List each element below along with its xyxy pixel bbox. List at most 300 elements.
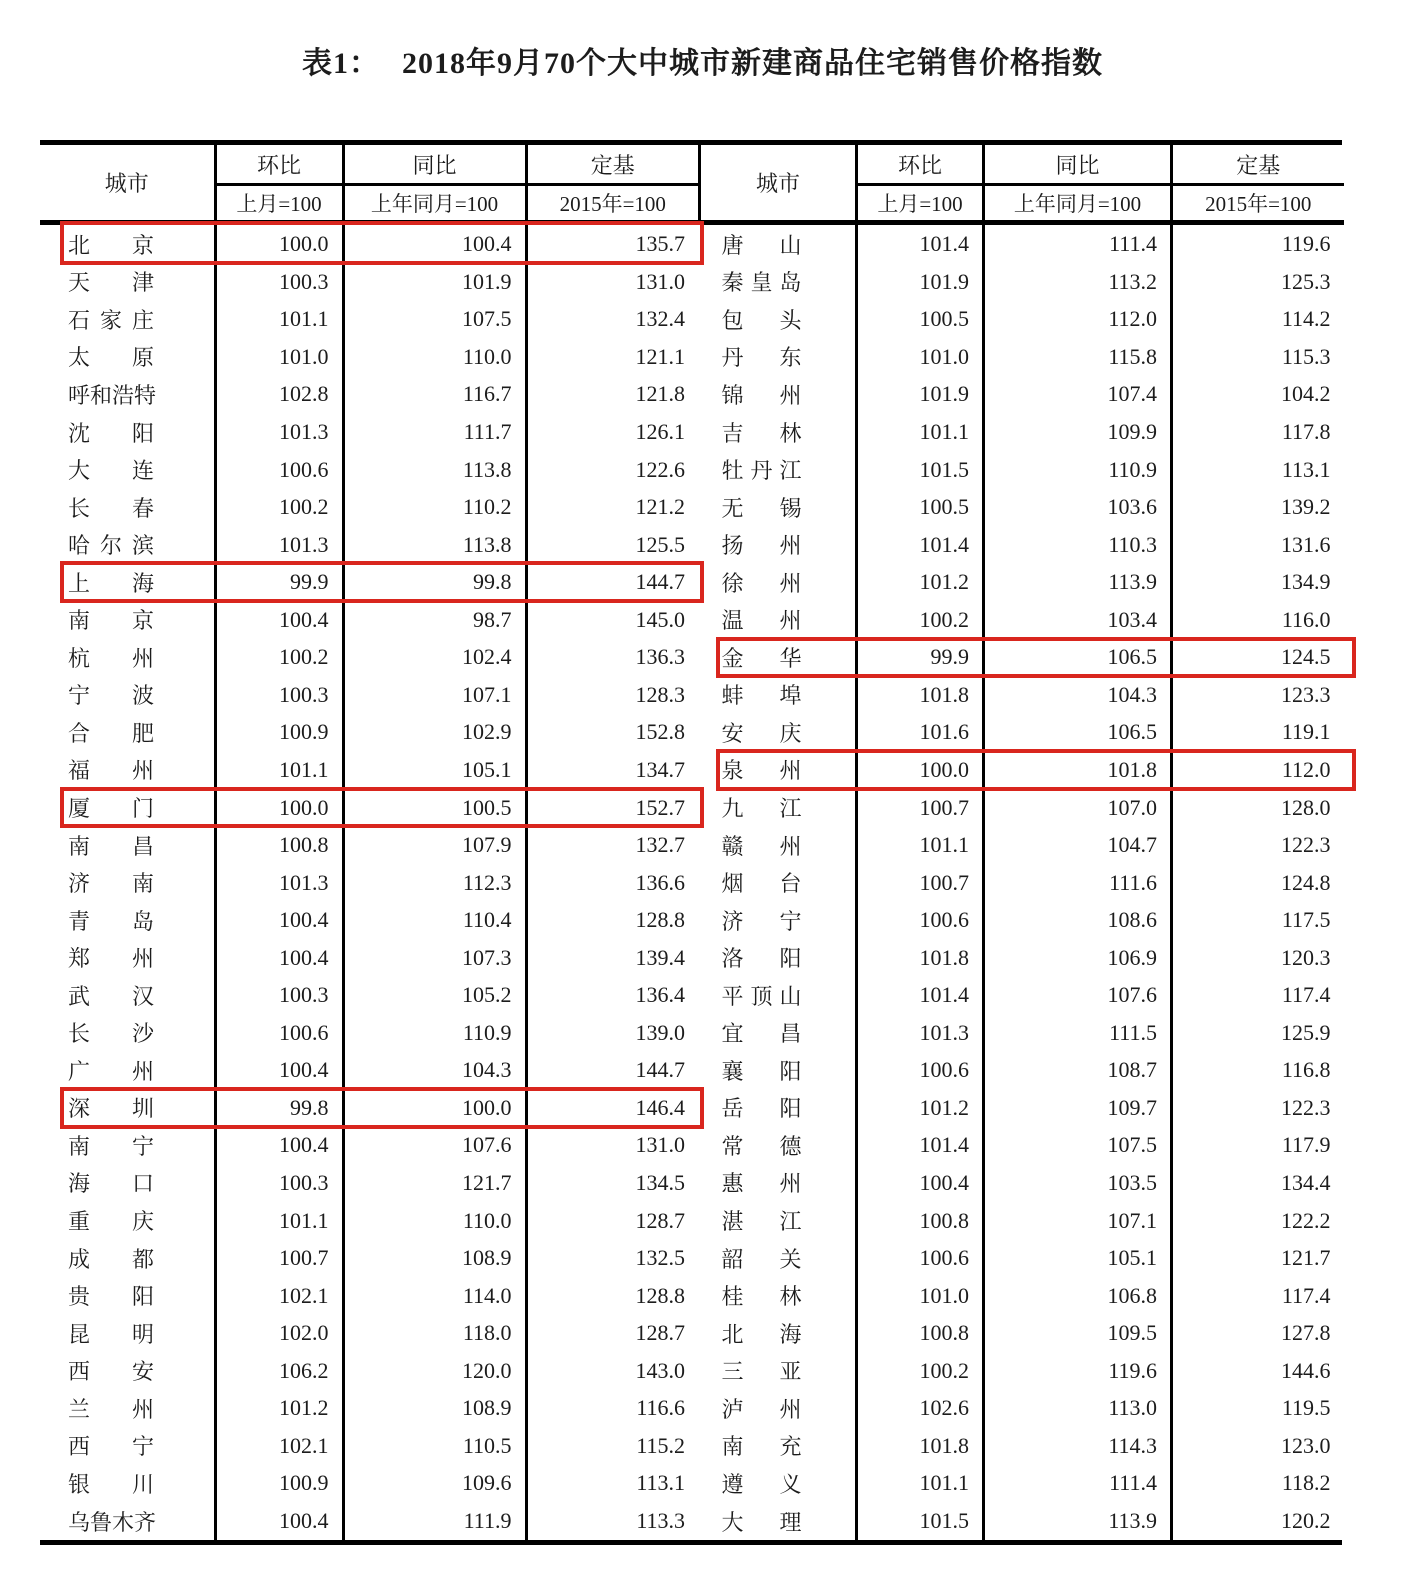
- city-name-cell: [700, 601, 857, 639]
- city-row: [40, 751, 698, 789]
- city-row: [700, 751, 1344, 789]
- city-name-cell: [700, 826, 857, 864]
- mom-value-cell: 100.4: [215, 939, 343, 977]
- city-name: 牡丹江: [721, 458, 802, 484]
- city-row: [40, 976, 698, 1014]
- yoy-value-cell: 109.6: [343, 1465, 526, 1503]
- yoy-value-cell: 120.0: [343, 1352, 526, 1390]
- city-name: 丹东: [721, 345, 802, 371]
- mom-value-cell: 100.9: [215, 1465, 343, 1503]
- city-name: 北海: [721, 1321, 802, 1347]
- price-index-table: [40, 140, 1342, 1545]
- mom-value-cell: 100.3: [215, 1164, 343, 1202]
- col-header-mom: 环比: [857, 145, 984, 185]
- base-value-cell: 128.8: [526, 901, 698, 939]
- yoy-value-cell: 113.9: [984, 563, 1172, 601]
- mom-value-cell: 100.2: [857, 601, 984, 639]
- mom-value-cell: 100.8: [857, 1202, 984, 1240]
- city-name-cell: [700, 338, 857, 376]
- city-row: [700, 1389, 1344, 1427]
- city-row: [700, 1202, 1344, 1240]
- yoy-value-cell: 113.0: [984, 1389, 1172, 1427]
- yoy-value-cell: 110.4: [343, 901, 526, 939]
- base-value-cell: 134.4: [1172, 1164, 1344, 1202]
- city-row: [700, 263, 1344, 301]
- city-name-cell: [700, 376, 857, 414]
- city-name-cell: [700, 676, 857, 714]
- city-name: 遵义: [721, 1471, 802, 1497]
- mom-value-cell: 100.3: [215, 263, 343, 301]
- city-name-cell: [40, 1352, 215, 1390]
- city-name: 重庆: [68, 1209, 154, 1235]
- mom-value-cell: 100.4: [215, 1052, 343, 1090]
- base-value-cell: 139.4: [526, 939, 698, 977]
- col-header-base: 定基: [1172, 145, 1344, 185]
- city-name-cell: [700, 563, 857, 601]
- page-title: [0, 38, 1405, 82]
- city-name: 济宁: [721, 908, 802, 934]
- base-value-cell: 128.0: [1172, 789, 1344, 827]
- yoy-value-cell: 101.8: [984, 751, 1172, 789]
- city-name: 惠州: [721, 1171, 802, 1197]
- city-row: [700, 1089, 1344, 1127]
- mom-value-cell: 106.2: [215, 1352, 343, 1390]
- city-name: 银川: [68, 1471, 154, 1497]
- city-name: 大连: [68, 458, 154, 484]
- city-name: 武汉: [68, 983, 154, 1009]
- city-name: 大理: [721, 1509, 802, 1535]
- base-value-cell: 132.4: [526, 301, 698, 339]
- title-prefix: 表1：: [302, 47, 380, 80]
- base-value-cell: 144.6: [1172, 1352, 1344, 1390]
- mom-value-cell: 100.0: [215, 789, 343, 827]
- yoy-value-cell: 102.4: [343, 639, 526, 677]
- yoy-value-cell: 112.0: [984, 301, 1172, 339]
- city-name-cell: [40, 526, 215, 564]
- mom-value-cell: 100.5: [857, 301, 984, 339]
- city-row: [700, 1014, 1344, 1052]
- yoy-value-cell: 107.1: [343, 676, 526, 714]
- city-name: 上海: [68, 570, 154, 596]
- mom-value-cell: 100.7: [857, 864, 984, 902]
- base-value-cell: 114.2: [1172, 301, 1344, 339]
- price-index-table-right: [698, 145, 1344, 1540]
- mom-value-cell: 100.0: [215, 223, 343, 264]
- city-row: [700, 1502, 1344, 1540]
- city-name: 宁波: [68, 683, 154, 709]
- city-row: [40, 1427, 698, 1465]
- mom-value-cell: 100.4: [215, 1502, 343, 1540]
- table-header-left: [40, 145, 698, 223]
- yoy-value-cell: 104.3: [984, 676, 1172, 714]
- yoy-value-cell: 100.4: [343, 223, 526, 264]
- table-header-right: [700, 145, 1344, 223]
- city-name: 成都: [68, 1246, 154, 1272]
- yoy-value-cell: 111.7: [343, 413, 526, 451]
- city-row: [40, 263, 698, 301]
- city-name: 呼和浩特: [68, 382, 157, 408]
- yoy-value-cell: 98.7: [343, 601, 526, 639]
- yoy-value-cell: 111.4: [984, 1465, 1172, 1503]
- city-name-cell: [700, 223, 857, 264]
- city-row: [40, 789, 698, 827]
- city-row: [40, 451, 698, 489]
- city-name-cell: [40, 1164, 215, 1202]
- base-value-cell: 117.9: [1172, 1127, 1344, 1165]
- city-name-cell: [40, 451, 215, 489]
- city-name-cell: [700, 1389, 857, 1427]
- city-row: [40, 676, 698, 714]
- yoy-value-cell: 106.9: [984, 939, 1172, 977]
- city-name: 昆明: [68, 1321, 154, 1347]
- base-value-cell: 143.0: [526, 1352, 698, 1390]
- city-name-cell: [700, 1127, 857, 1165]
- city-name: 泸州: [721, 1396, 802, 1422]
- city-name: 湛江: [721, 1209, 802, 1235]
- mom-value-cell: 100.7: [215, 1239, 343, 1277]
- city-row: [40, 1239, 698, 1277]
- yoy-value-cell: 111.9: [343, 1502, 526, 1540]
- city-name: 宜昌: [721, 1021, 802, 1047]
- base-value-cell: 116.0: [1172, 601, 1344, 639]
- mom-value-cell: 99.9: [857, 639, 984, 677]
- base-value-cell: 121.8: [526, 376, 698, 414]
- city-name: 天津: [68, 270, 154, 296]
- city-name-cell: [700, 714, 857, 752]
- city-row: [40, 939, 698, 977]
- base-value-cell: 132.7: [526, 826, 698, 864]
- city-name-cell: [700, 1052, 857, 1090]
- city-name: 常德: [721, 1133, 802, 1159]
- base-value-cell: 136.4: [526, 976, 698, 1014]
- yoy-value-cell: 103.6: [984, 488, 1172, 526]
- city-name-cell: [700, 1202, 857, 1240]
- base-value-cell: 144.7: [526, 563, 698, 601]
- city-name-cell: [700, 1164, 857, 1202]
- mom-value-cell: 101.2: [857, 1089, 984, 1127]
- city-row: [40, 639, 698, 677]
- city-name: 无锡: [721, 495, 802, 521]
- yoy-value-cell: 105.1: [984, 1239, 1172, 1277]
- base-value-cell: 115.2: [526, 1427, 698, 1465]
- yoy-value-cell: 109.7: [984, 1089, 1172, 1127]
- city-name: 西安: [68, 1359, 154, 1385]
- city-name: 石家庄: [68, 307, 154, 333]
- city-row: [40, 1127, 698, 1165]
- city-row: [40, 1052, 698, 1090]
- city-row: [40, 1277, 698, 1315]
- yoy-value-cell: 107.1: [984, 1202, 1172, 1240]
- city-row: [700, 1314, 1344, 1352]
- yoy-value-cell: 107.6: [343, 1127, 526, 1165]
- city-name: 扬州: [721, 533, 802, 559]
- city-name-cell: [40, 1052, 215, 1090]
- city-name-cell: [700, 864, 857, 902]
- city-name-cell: [40, 826, 215, 864]
- mom-value-cell: 101.0: [215, 338, 343, 376]
- city-name-cell: [40, 376, 215, 414]
- base-value-cell: 117.8: [1172, 413, 1344, 451]
- city-name: 太原: [68, 345, 154, 371]
- mom-value-cell: 101.0: [857, 338, 984, 376]
- base-value-cell: 125.9: [1172, 1014, 1344, 1052]
- mom-value-cell: 101.9: [857, 263, 984, 301]
- base-value-cell: 118.2: [1172, 1465, 1344, 1503]
- yoy-value-cell: 101.9: [343, 263, 526, 301]
- base-value-cell: 139.2: [1172, 488, 1344, 526]
- city-name: 西宁: [68, 1434, 154, 1460]
- city-row: [40, 1314, 698, 1352]
- base-value-cell: 126.1: [526, 413, 698, 451]
- city-name: 洛阳: [721, 946, 802, 972]
- base-value-cell: 113.1: [1172, 451, 1344, 489]
- city-name: 徐州: [721, 570, 802, 596]
- mom-value-cell: 100.6: [857, 1052, 984, 1090]
- base-value-cell: 128.3: [526, 676, 698, 714]
- base-value-cell: 123.3: [1172, 676, 1344, 714]
- city-row: [700, 1352, 1344, 1390]
- city-name-cell: [40, 714, 215, 752]
- city-name: 南宁: [68, 1133, 154, 1159]
- city-name: 南京: [68, 608, 154, 634]
- base-value-cell: 152.7: [526, 789, 698, 827]
- base-value-cell: 119.1: [1172, 714, 1344, 752]
- col-subheader-yoy: 上年同月=100: [984, 185, 1172, 223]
- city-name-cell: [700, 451, 857, 489]
- city-row: [700, 488, 1344, 526]
- mom-value-cell: 101.4: [857, 976, 984, 1014]
- yoy-value-cell: 121.7: [343, 1164, 526, 1202]
- mom-value-cell: 102.6: [857, 1389, 984, 1427]
- yoy-value-cell: 112.3: [343, 864, 526, 902]
- city-row: [40, 1202, 698, 1240]
- base-value-cell: 121.2: [526, 488, 698, 526]
- city-name: 沈阳: [68, 420, 154, 446]
- city-row: [700, 1164, 1344, 1202]
- city-row: [40, 338, 698, 376]
- base-value-cell: 116.6: [526, 1389, 698, 1427]
- base-value-cell: 125.3: [1172, 263, 1344, 301]
- base-value-cell: 145.0: [526, 601, 698, 639]
- city-row: [40, 1089, 698, 1127]
- base-value-cell: 117.5: [1172, 901, 1344, 939]
- city-row: [700, 676, 1344, 714]
- city-name-cell: [40, 301, 215, 339]
- city-name: 桂林: [721, 1284, 802, 1310]
- yoy-value-cell: 106.5: [984, 714, 1172, 752]
- yoy-value-cell: 111.4: [984, 223, 1172, 264]
- mom-value-cell: 100.3: [215, 976, 343, 1014]
- city-name: 合肥: [68, 720, 154, 746]
- yoy-value-cell: 108.9: [343, 1239, 526, 1277]
- base-value-cell: 115.3: [1172, 338, 1344, 376]
- yoy-value-cell: 119.6: [984, 1352, 1172, 1390]
- mom-value-cell: 101.5: [857, 451, 984, 489]
- mom-value-cell: 101.6: [857, 714, 984, 752]
- mom-value-cell: 102.1: [215, 1427, 343, 1465]
- mom-value-cell: 100.6: [857, 1239, 984, 1277]
- mom-value-cell: 101.3: [215, 526, 343, 564]
- base-value-cell: 134.9: [1172, 563, 1344, 601]
- mom-value-cell: 101.2: [857, 563, 984, 601]
- city-name: 平顶山: [721, 983, 802, 1009]
- city-row: [40, 1389, 698, 1427]
- city-row: [40, 563, 698, 601]
- yoy-value-cell: 113.9: [984, 1502, 1172, 1540]
- base-value-cell: 124.8: [1172, 864, 1344, 902]
- city-name-cell: [40, 751, 215, 789]
- city-name-cell: [40, 413, 215, 451]
- yoy-value-cell: 105.2: [343, 976, 526, 1014]
- city-name-cell: [700, 1427, 857, 1465]
- yoy-value-cell: 107.5: [984, 1127, 1172, 1165]
- city-name: 兰州: [68, 1396, 154, 1422]
- base-value-cell: 139.0: [526, 1014, 698, 1052]
- mom-value-cell: 100.6: [215, 1014, 343, 1052]
- base-value-cell: 122.3: [1172, 1089, 1344, 1127]
- city-row: [700, 1465, 1344, 1503]
- base-value-cell: 136.3: [526, 639, 698, 677]
- city-row: [700, 826, 1344, 864]
- city-name-cell: [40, 639, 215, 677]
- yoy-value-cell: 103.5: [984, 1164, 1172, 1202]
- city-name-cell: [40, 676, 215, 714]
- mom-value-cell: 101.3: [857, 1014, 984, 1052]
- base-value-cell: 122.2: [1172, 1202, 1344, 1240]
- col-header-yoy: 同比: [984, 145, 1172, 185]
- city-name-cell: [700, 789, 857, 827]
- city-row: [700, 601, 1344, 639]
- mom-value-cell: 101.1: [215, 751, 343, 789]
- city-name-cell: [700, 1314, 857, 1352]
- city-name-cell: [40, 1014, 215, 1052]
- city-name: 广州: [68, 1058, 154, 1084]
- city-name: 秦皇岛: [721, 270, 802, 296]
- city-name-cell: [40, 1089, 215, 1127]
- mom-value-cell: 100.2: [857, 1352, 984, 1390]
- title-main: 2018年9月70个大中城市新建商品住宅销售价格指数: [402, 47, 1103, 80]
- city-name: 哈尔滨: [68, 533, 154, 559]
- base-value-cell: 132.5: [526, 1239, 698, 1277]
- base-value-cell: 117.4: [1172, 976, 1344, 1014]
- yoy-value-cell: 109.9: [984, 413, 1172, 451]
- yoy-value-cell: 108.6: [984, 901, 1172, 939]
- city-row: [700, 639, 1344, 677]
- col-subheader-mom: 上月=100: [215, 185, 343, 223]
- city-row: [40, 1352, 698, 1390]
- city-row: [700, 1052, 1344, 1090]
- mom-value-cell: 101.0: [857, 1277, 984, 1315]
- base-value-cell: 119.5: [1172, 1389, 1344, 1427]
- city-row: [700, 526, 1344, 564]
- city-name-cell: [40, 901, 215, 939]
- base-value-cell: 122.6: [526, 451, 698, 489]
- yoy-value-cell: 111.6: [984, 864, 1172, 902]
- base-value-cell: 152.8: [526, 714, 698, 752]
- city-name-cell: [40, 601, 215, 639]
- city-name: 烟台: [721, 871, 802, 897]
- col-subheader-yoy: 上年同月=100: [343, 185, 526, 223]
- city-name-cell: [700, 488, 857, 526]
- mom-value-cell: 102.8: [215, 376, 343, 414]
- city-name: 南昌: [68, 833, 154, 859]
- city-name: 吉林: [721, 420, 802, 446]
- city-row: [40, 601, 698, 639]
- city-name-cell: [40, 939, 215, 977]
- mom-value-cell: 100.6: [857, 901, 984, 939]
- mom-value-cell: 101.1: [857, 413, 984, 451]
- city-name-cell: [40, 1277, 215, 1315]
- mom-value-cell: 101.9: [857, 376, 984, 414]
- base-value-cell: 123.0: [1172, 1427, 1344, 1465]
- city-name-cell: [40, 263, 215, 301]
- yoy-value-cell: 107.3: [343, 939, 526, 977]
- col-header-city: 城市: [700, 145, 857, 223]
- mom-value-cell: 101.4: [857, 526, 984, 564]
- base-value-cell: 131.0: [526, 263, 698, 301]
- mom-value-cell: 100.2: [215, 488, 343, 526]
- city-name-cell: [40, 1202, 215, 1240]
- yoy-value-cell: 116.7: [343, 376, 526, 414]
- base-value-cell: 127.8: [1172, 1314, 1344, 1352]
- city-row: [700, 1277, 1344, 1315]
- city-name: 南充: [721, 1434, 802, 1460]
- city-name: 岳阳: [721, 1096, 802, 1122]
- yoy-value-cell: 105.1: [343, 751, 526, 789]
- mom-value-cell: 101.1: [857, 826, 984, 864]
- city-name-cell: [700, 1014, 857, 1052]
- base-value-cell: 125.5: [526, 526, 698, 564]
- city-name-cell: [700, 1239, 857, 1277]
- city-name-cell: [40, 1314, 215, 1352]
- city-row: [700, 864, 1344, 902]
- yoy-value-cell: 110.9: [984, 451, 1172, 489]
- city-name-cell: [40, 1427, 215, 1465]
- city-name: 泉州: [721, 758, 802, 784]
- base-value-cell: 131.0: [526, 1127, 698, 1165]
- city-name-cell: [40, 338, 215, 376]
- city-name: 九江: [721, 796, 802, 821]
- mom-value-cell: 99.8: [215, 1089, 343, 1127]
- city-row: [40, 1014, 698, 1052]
- city-name-cell: [40, 1127, 215, 1165]
- city-name: 厦门: [68, 796, 154, 821]
- city-row: [700, 376, 1344, 414]
- city-name-cell: [700, 939, 857, 977]
- city-name: 安庆: [721, 720, 802, 746]
- city-name-cell: [40, 1465, 215, 1503]
- city-name: 锦州: [721, 382, 802, 408]
- city-name: 乌鲁木齐: [68, 1509, 157, 1535]
- city-name-cell: [700, 901, 857, 939]
- yoy-value-cell: 109.5: [984, 1314, 1172, 1352]
- city-name: 福州: [68, 758, 154, 784]
- city-row: [700, 413, 1344, 451]
- base-value-cell: 113.3: [526, 1502, 698, 1540]
- city-name-cell: [40, 1239, 215, 1277]
- base-value-cell: 119.6: [1172, 223, 1344, 264]
- yoy-value-cell: 110.0: [343, 338, 526, 376]
- col-header-mom: 环比: [215, 145, 343, 185]
- city-name-cell: [700, 1465, 857, 1503]
- city-row: [700, 338, 1344, 376]
- mom-value-cell: 100.6: [215, 451, 343, 489]
- city-name: 襄阳: [721, 1058, 802, 1084]
- city-name: 青岛: [68, 908, 154, 934]
- city-name: 北京: [68, 232, 154, 258]
- mom-value-cell: 100.4: [215, 1127, 343, 1165]
- price-index-table-left: [40, 145, 698, 1540]
